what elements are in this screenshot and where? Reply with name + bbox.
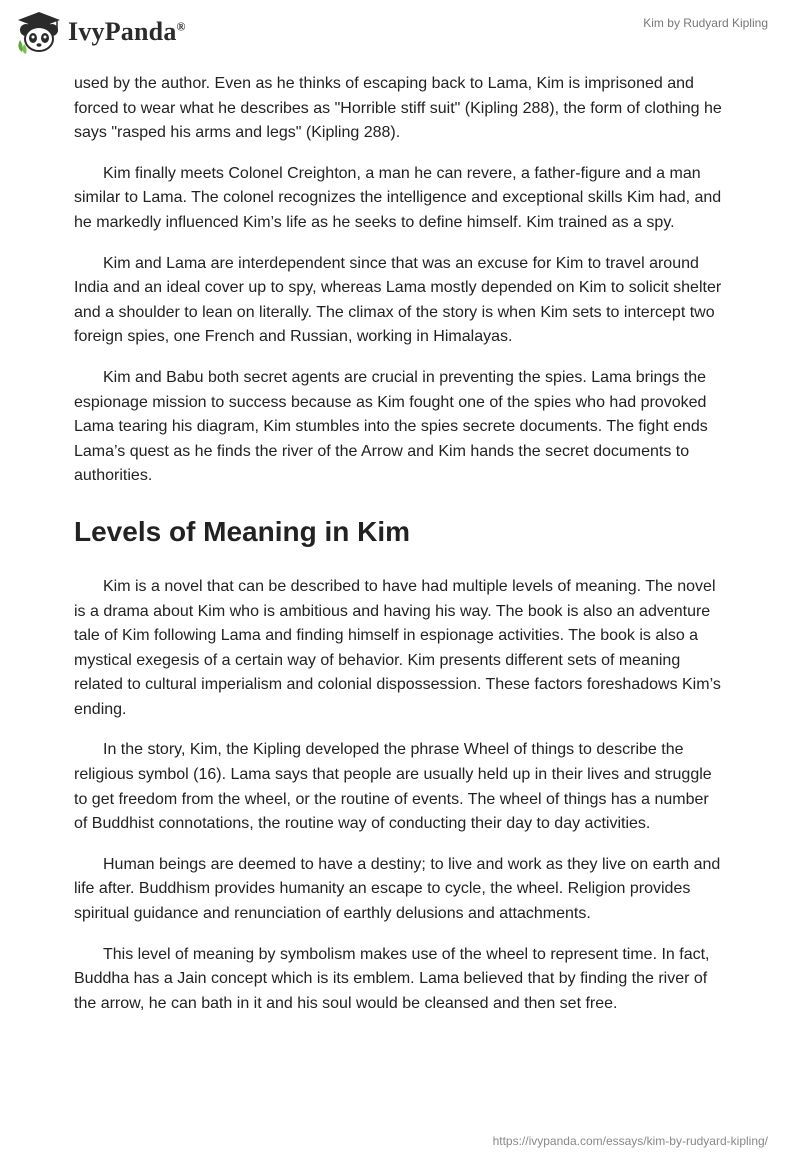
page-header: [0, 0, 800, 62]
paragraph-secret-agents: Kim and Babu both secret agents are crucial in preventing the spies. Lama brings the espionage mission to success because as Kim fought one of the spies who had provoked Lama tearing his diagram, Kim stumbles into the spies secrete documents. The fight ends Lama’s quest as he finds the river of the Arrow and Kim hands the secret documents to authorities.: [74, 368, 708, 485]
ivypanda-logo[interactable]: [14, 10, 186, 54]
essay-content: [74, 72, 726, 1032]
document-title: Kim by Rudyard Kipling: [643, 16, 768, 30]
footer-url-link[interactable]: https://ivypanda.com/essays/kim-by-rudyard-kipling/: [492, 1134, 768, 1148]
paragraph-destiny: Human beings are deemed to have a destiny; to live and work as they live on earth and life after. Buddhism provides humanity an escape to cycle, the wheel. Religion provides spiritual guidance and renunciation of earthly delusions and attachments.: [74, 855, 721, 923]
paragraph-interdependence: Kim and Lama are interdependent since that was an excuse for Kim to travel around India and an ideal cover up to spy, whereas Lama mostly depended on Kim to solicit shelter and a shoulder to lean on literally. The climax of the story is when Kim sets to intercept two foreign spies, one French and Russian, working in Himalayas.: [74, 254, 722, 346]
paragraph-continued: used by the author. Even as he thinks of escaping back to Lama, Kim is imprisoned and forced to wear what he describes as "Horrible stiff suit" (Kipling 288), the form of clothing he says "rasped his arms and legs" (Kipling 288).: [74, 75, 722, 142]
paragraph-colonel-creighton: Kim finally meets Colonel Creighton, a man he can revere, a father-figure and a man similar to Lama. The colonel recognizes the intelligence and exceptional skills Kim had, and he markedly influenced Kim’s life as he seeks to define himself. Kim trained as a spy.: [74, 164, 722, 231]
paragraph-levels-of-meaning: Kim is a novel that can be described to have had multiple levels of meaning. The novel is a drama about Kim who is ambitious and having his way. The book is also an adventure tale of Kim following Lama and finding himself in espionage activities. The book is also a mystical exegesis of a certain way of behavior. Kim presents different sets of meaning related to cultural imperialism and colonial dispossession. These factors foreshadows Kim’s ending.: [74, 577, 721, 718]
paragraph-wheel-of-things: In the story, Kim, the Kipling developed the phrase Wheel of things to describe the religious symbol (16). Lama says that people are usually held up in their lives and struggle to get freedom from the wheel, or the routine of events. The wheel of things has a number of Buddhist connotations, the routine way of conducting their day to day activities.: [74, 741, 712, 833]
paragraph-symbolism: This level of meaning by symbolism makes use of the wheel to represent time. In fact, Buddha has a Jain concept which is its emblem. Lama believed that by finding the river of the arrow, he can bath in it and his soul would be cleansed and then set free.: [74, 945, 710, 1012]
panda-graduation-cap-icon: [14, 10, 64, 54]
section-heading: Levels of Meaning in Kim: [74, 515, 411, 547]
logo-text: IvyPanda®: [68, 17, 186, 46]
